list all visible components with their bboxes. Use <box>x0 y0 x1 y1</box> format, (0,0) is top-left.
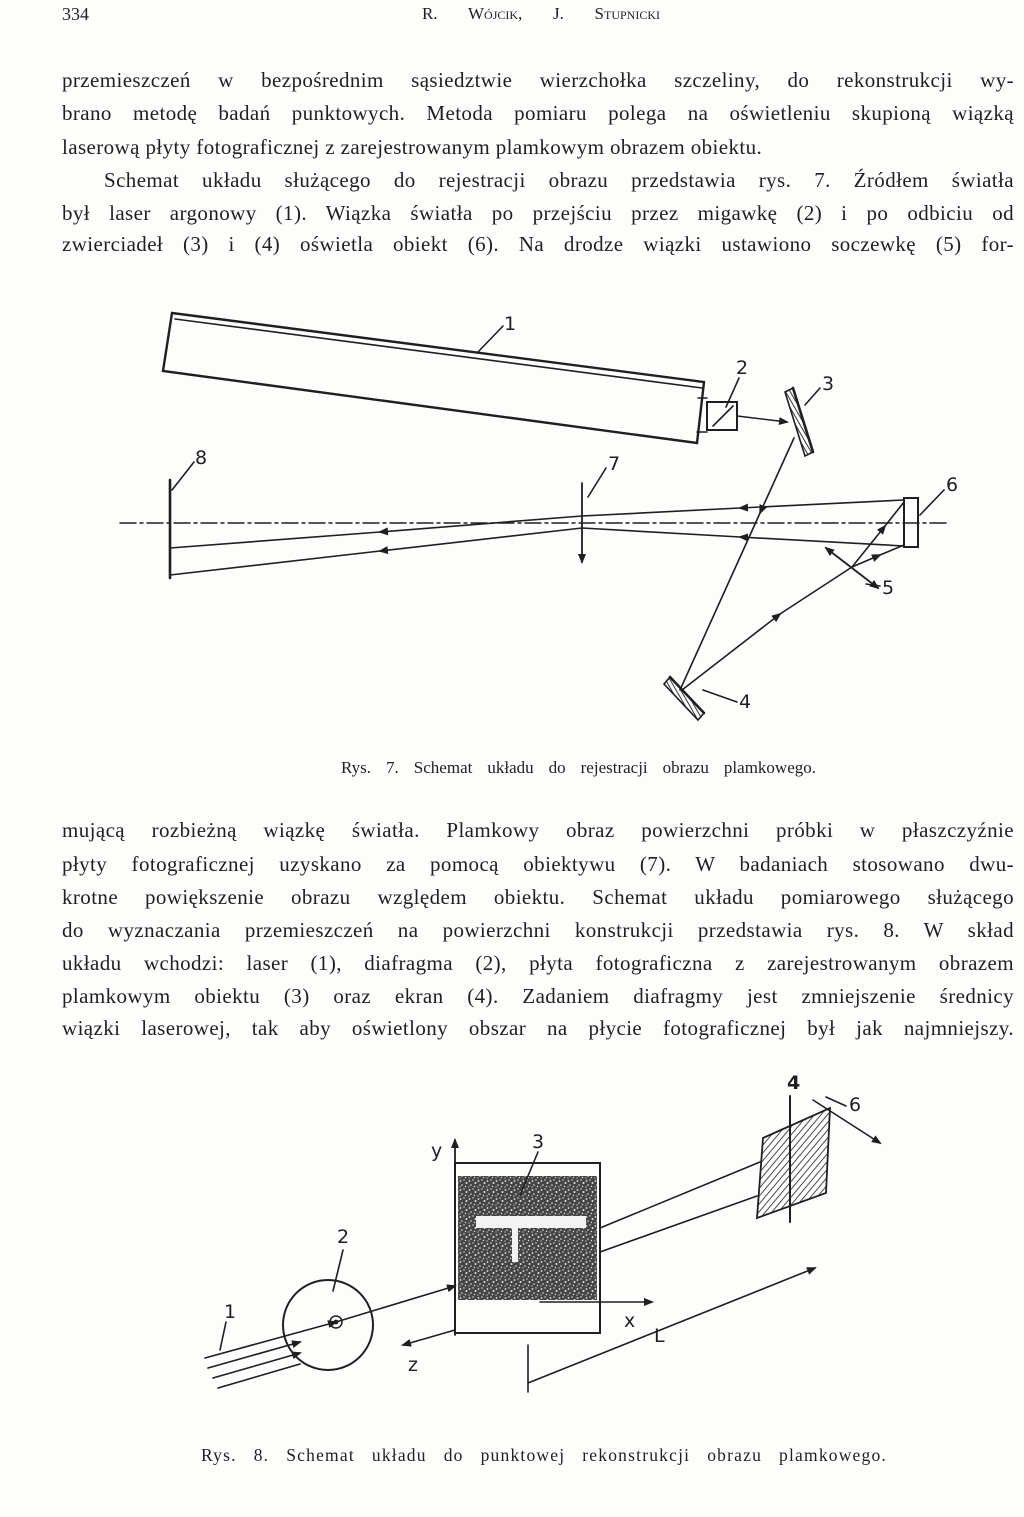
label-leader-lens <box>866 584 880 586</box>
label-leader-laser <box>220 1322 226 1350</box>
beam-mirror-down <box>680 513 760 690</box>
laser-tube-inner-edge <box>175 319 702 388</box>
figure-7-labels <box>195 313 958 713</box>
paragraph-2-line: układu wchodzi: laser (1), diafragma (2), płyta fotograficzna z zarejestrowanym obrazem <box>62 951 1014 975</box>
figure-8-diagram <box>0 1070 1024 1420</box>
running-head-authors: R. Wójcik, J. Stupnicki <box>422 4 660 23</box>
laser-ray <box>218 1364 300 1388</box>
paragraph-2-line: mującą rozbieżną wiązkę światła. Plamkowy obraz powierzchni próbki w płaszczyźnie <box>62 818 1014 842</box>
label-leader-objective <box>588 468 606 497</box>
ray-upper-image-arrow <box>380 516 582 532</box>
label-plate: 3 <box>532 1131 545 1153</box>
ray-lower-arrow <box>740 537 904 546</box>
label-plate: 8 <box>195 447 208 469</box>
plate-marker <box>512 1228 518 1262</box>
ray-lower-image <box>170 551 380 575</box>
paragraph-1-line: był laser argonowy (1). Wiązka światła po przejściu przez migawkę (2) i po odbiciu od <box>62 201 1014 225</box>
paragraph-1-line: Schemat układu służącego do rejestracji obrazu przedstawia rys. 7. Źródłem światła <box>104 168 1014 192</box>
label-screen: 4 <box>787 1072 801 1094</box>
label-objective: 7 <box>608 453 621 475</box>
label-axis-y: y <box>431 1140 443 1162</box>
label-leader-laser <box>478 326 503 352</box>
ray-upper <box>582 508 740 516</box>
figure-7-caption: Rys. 7. Schemat układu do rejestracji obrazu plamkowego. <box>341 758 816 777</box>
label-leader-diaphragm <box>333 1250 343 1291</box>
label-leader-plate <box>172 462 194 490</box>
label-leader-screen-mark <box>826 1097 846 1106</box>
label-leader-mirror-lower <box>703 690 737 702</box>
ray-lower <box>582 528 740 537</box>
label-leader-mirror-upper <box>805 388 820 405</box>
screen <box>757 1108 830 1218</box>
ray-to-screen <box>600 1196 757 1252</box>
label-mirror-lower: 4 <box>739 691 752 713</box>
paragraph-1-line: przemieszczeń w bezpośrednim sąsiedztwie wierzchołka szczeliny, do rekonstrukcji wy- <box>62 68 1014 92</box>
shutter-blade <box>713 406 733 426</box>
laser-ray <box>213 1353 300 1378</box>
label-axis-z: z <box>408 1354 418 1376</box>
beam-mirror-down-arrow <box>760 438 794 513</box>
mirror-upper <box>785 388 813 456</box>
ray-to-screen <box>600 1162 760 1228</box>
axis-z <box>403 1330 455 1345</box>
ray-lower-image-arrow <box>380 528 582 551</box>
paragraph-1-line: brano metodę badań punktowych. Metoda pomiaru polega na oświetleniu skupioną wiązką <box>62 101 1014 125</box>
beam-shutter-to-mirror <box>737 416 787 422</box>
paragraph-2-line: do wyznaczania przemieszczeń na powierzchni konstrukcji przedstawia rys. 8. W skład <box>62 918 1014 942</box>
paragraph-2-line: płyty fotograficznej uzyskano za pomocą obiektywu (7). W badaniach stosowano dwu- <box>62 852 1014 876</box>
paragraph-2-line: wiązki laserowej, tak aby oświetlony obszar na płycie fotograficznej był jak najmniejszy. <box>62 1016 1014 1040</box>
label-lens: 5 <box>882 577 895 599</box>
label-mirror-upper: 3 <box>822 373 835 395</box>
paragraph-2-line: plamkowym obiektu (3) oraz ekran (4). Zadaniem diafragmy jest zmniejszenie średnicy <box>62 984 1014 1008</box>
paragraph-2-line: krotne powiększenie obrazu względem obiektu. Schemat układu pomiarowego służącego <box>62 885 1014 909</box>
speckle-plate <box>458 1176 597 1300</box>
ray-upper-image <box>170 532 380 548</box>
laser-ray <box>208 1342 300 1368</box>
paragraph-1-line: laserową płyty fotograficznej z zarejestrowanym plamkowym obrazem obiektu. <box>62 135 763 159</box>
lens-diverging <box>826 548 878 588</box>
beam-diverging-upper-arrow <box>852 526 885 567</box>
label-leader-object <box>920 490 944 515</box>
label-distance: L <box>654 1325 665 1347</box>
mirror-lower <box>664 677 704 720</box>
beam-to-lens <box>780 567 852 614</box>
figure-7-diagram <box>0 290 1024 730</box>
label-object: 6 <box>946 474 959 496</box>
label-diaphragm: 2 <box>337 1226 350 1248</box>
paragraph-1-line: zwierciadeł (3) i (4) oświetla obiekt (6). Na drodze wiązki ustawiono soczewkę (5) for- <box>62 232 1014 256</box>
label-shutter: 2 <box>736 357 749 379</box>
label-laser: 1 <box>224 1301 237 1323</box>
label-screen-mark: 6 <box>849 1094 862 1116</box>
plate-clear-band <box>476 1216 586 1228</box>
page-number: 334 <box>62 4 89 24</box>
laser-tube <box>163 313 707 443</box>
figure-8-caption: Rys. 8. Schemat układu do punktowej rekonstrukcji obrazu plamkowego. <box>201 1445 887 1465</box>
label-axis-x: x <box>624 1310 636 1332</box>
label-laser: 1 <box>504 313 517 335</box>
beam-to-plate <box>336 1286 455 1322</box>
